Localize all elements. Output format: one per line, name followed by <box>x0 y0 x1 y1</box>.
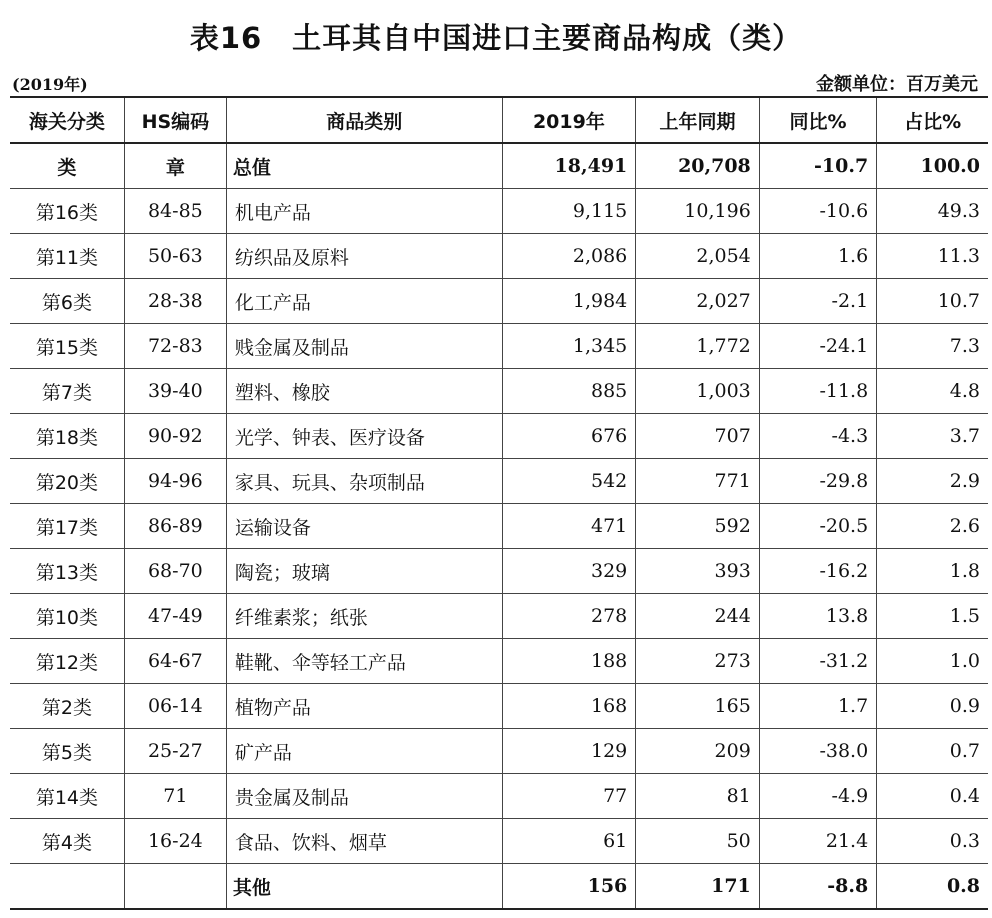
cell-2019: 168 <box>502 684 636 729</box>
table-row <box>10 504 988 549</box>
cell-yoy: -4.3 <box>759 414 876 459</box>
cell-yoy: 13.8 <box>759 594 876 639</box>
header-share: 占比% <box>877 97 988 143</box>
cell-yoy: 1.7 <box>759 684 876 729</box>
table-row <box>10 684 988 729</box>
cell-prev: 165 <box>636 684 760 729</box>
cell-2019: 2,086 <box>502 234 636 279</box>
cell-2019: 278 <box>502 594 636 639</box>
cell-share: 1.0 <box>877 639 988 684</box>
cell-class: 第18类 <box>10 414 124 459</box>
cell-category: 贱金属及制品 <box>226 324 502 369</box>
cell-category: 食品、饮料、烟草 <box>226 819 502 864</box>
cell-hs: 64-67 <box>124 639 226 684</box>
header-row <box>10 97 988 143</box>
cell-share: 10.7 <box>877 279 988 324</box>
header-2019: 2019年 <box>502 97 636 143</box>
cell-class: 第17类 <box>10 504 124 549</box>
cell-class <box>10 864 124 910</box>
cell-hs: 72-83 <box>124 324 226 369</box>
cell-share: 11.3 <box>877 234 988 279</box>
cell-class: 第20类 <box>10 459 124 504</box>
table-row <box>10 234 988 279</box>
cell-class: 第16类 <box>10 189 124 234</box>
cell-2019: 9,115 <box>502 189 636 234</box>
table-row <box>10 594 988 639</box>
cell-class: 第2类 <box>10 684 124 729</box>
cell-category: 贵金属及制品 <box>226 774 502 819</box>
cell-hs: 39-40 <box>124 369 226 414</box>
cell-hs: 71 <box>124 774 226 819</box>
cell-prev: 209 <box>636 729 760 774</box>
cell-class: 第12类 <box>10 639 124 684</box>
cell-share: 0.9 <box>877 684 988 729</box>
table-row <box>10 279 988 324</box>
cell-category: 化工产品 <box>226 279 502 324</box>
cell-class: 第7类 <box>10 369 124 414</box>
cell-prev: 244 <box>636 594 760 639</box>
cell-prev: 393 <box>636 549 760 594</box>
cell-category: 陶瓷；玻璃 <box>226 549 502 594</box>
header-category: 商品类别 <box>226 97 502 143</box>
cell-share: 0.4 <box>877 774 988 819</box>
cell-prev: 2,027 <box>636 279 760 324</box>
cell-yoy: 21.4 <box>759 819 876 864</box>
cell-prev: 20,708 <box>636 143 760 189</box>
cell-2019: 542 <box>502 459 636 504</box>
cell-yoy: -24.1 <box>759 324 876 369</box>
table-row <box>10 774 988 819</box>
cell-category: 纺织品及原料 <box>226 234 502 279</box>
cell-share: 4.8 <box>877 369 988 414</box>
table-row <box>10 639 988 684</box>
table-row <box>10 729 988 774</box>
cell-class: 第10类 <box>10 594 124 639</box>
cell-prev: 81 <box>636 774 760 819</box>
table-row <box>10 369 988 414</box>
cell-prev: 10,196 <box>636 189 760 234</box>
cell-category: 塑料、橡胶 <box>226 369 502 414</box>
cell-category: 鞋靴、伞等轻工产品 <box>226 639 502 684</box>
cell-yoy: -11.8 <box>759 369 876 414</box>
cell-hs: 28-38 <box>124 279 226 324</box>
table-row <box>10 819 988 864</box>
cell-category: 矿产品 <box>226 729 502 774</box>
cell-2019: 129 <box>502 729 636 774</box>
cell-share: 3.7 <box>877 414 988 459</box>
header-customs-class: 海关分类 <box>10 97 124 143</box>
cell-share: 0.7 <box>877 729 988 774</box>
cell-yoy: -29.8 <box>759 459 876 504</box>
cell-yoy: -10.7 <box>759 143 876 189</box>
cell-prev: 771 <box>636 459 760 504</box>
cell-2019: 471 <box>502 504 636 549</box>
cell-hs: 50-63 <box>124 234 226 279</box>
cell-2019: 77 <box>502 774 636 819</box>
cell-yoy: -2.1 <box>759 279 876 324</box>
cell-yoy: -38.0 <box>759 729 876 774</box>
cell-yoy: -20.5 <box>759 504 876 549</box>
table-row <box>10 549 988 594</box>
cell-share: 1.8 <box>877 549 988 594</box>
table-row <box>10 414 988 459</box>
cell-class: 第14类 <box>10 774 124 819</box>
table-body <box>10 143 988 909</box>
cell-category: 纤维素浆；纸张 <box>226 594 502 639</box>
cell-class: 第15类 <box>10 324 124 369</box>
cell-prev: 1,772 <box>636 324 760 369</box>
cell-2019: 18,491 <box>502 143 636 189</box>
cell-category: 光学、钟表、医疗设备 <box>226 414 502 459</box>
cell-class: 第5类 <box>10 729 124 774</box>
cell-prev: 273 <box>636 639 760 684</box>
table-title: 表16 土耳其自中国进口主要商品构成（类） <box>189 21 803 55</box>
cell-prev: 50 <box>636 819 760 864</box>
cell-2019: 1,984 <box>502 279 636 324</box>
cell-hs: 90-92 <box>124 414 226 459</box>
cell-yoy: -4.9 <box>759 774 876 819</box>
header-hs-code: HS编码 <box>124 97 226 143</box>
cell-category: 其他 <box>226 864 502 910</box>
unit-note: 金额单位：百万美元 <box>816 74 978 95</box>
cell-share: 7.3 <box>877 324 988 369</box>
cell-hs: 06-14 <box>124 684 226 729</box>
cell-class: 第4类 <box>10 819 124 864</box>
cell-2019: 188 <box>502 639 636 684</box>
cell-category: 植物产品 <box>226 684 502 729</box>
cell-class: 第13类 <box>10 549 124 594</box>
cell-2019: 676 <box>502 414 636 459</box>
cell-hs <box>124 864 226 910</box>
cell-2019: 156 <box>502 864 636 910</box>
cell-class: 第11类 <box>10 234 124 279</box>
header-prev-year: 上年同期 <box>636 97 760 143</box>
cell-category: 总值 <box>226 143 502 189</box>
cell-class: 类 <box>10 143 124 189</box>
import-composition-table <box>10 96 988 910</box>
table-row <box>10 324 988 369</box>
cell-yoy: -16.2 <box>759 549 876 594</box>
cell-hs: 47-49 <box>124 594 226 639</box>
cell-prev: 707 <box>636 414 760 459</box>
cell-prev: 171 <box>636 864 760 910</box>
cell-share: 0.8 <box>877 864 988 910</box>
cell-hs: 25-27 <box>124 729 226 774</box>
other-row <box>10 864 988 910</box>
cell-hs: 68-70 <box>124 549 226 594</box>
cell-share: 100.0 <box>877 143 988 189</box>
cell-class: 第6类 <box>10 279 124 324</box>
cell-2019: 885 <box>502 369 636 414</box>
cell-yoy: -31.2 <box>759 639 876 684</box>
year-note: (2019年) <box>12 75 88 94</box>
table-row <box>10 459 988 504</box>
cell-hs: 86-89 <box>124 504 226 549</box>
cell-yoy: -10.6 <box>759 189 876 234</box>
table-row <box>10 189 988 234</box>
cell-prev: 1,003 <box>636 369 760 414</box>
cell-category: 机电产品 <box>226 189 502 234</box>
cell-2019: 1,345 <box>502 324 636 369</box>
cell-share: 0.3 <box>877 819 988 864</box>
cell-share: 2.9 <box>877 459 988 504</box>
header-yoy: 同比% <box>759 97 876 143</box>
cell-hs: 84-85 <box>124 189 226 234</box>
cell-category: 家具、玩具、杂项制品 <box>226 459 502 504</box>
cell-hs: 94-96 <box>124 459 226 504</box>
total-row <box>10 143 988 189</box>
cell-category: 运输设备 <box>226 504 502 549</box>
cell-prev: 2,054 <box>636 234 760 279</box>
cell-yoy: 1.6 <box>759 234 876 279</box>
cell-2019: 61 <box>502 819 636 864</box>
cell-share: 49.3 <box>877 189 988 234</box>
cell-yoy: -8.8 <box>759 864 876 910</box>
cell-2019: 329 <box>502 549 636 594</box>
cell-share: 2.6 <box>877 504 988 549</box>
cell-hs: 16-24 <box>124 819 226 864</box>
cell-hs: 章 <box>124 143 226 189</box>
cell-share: 1.5 <box>877 594 988 639</box>
cell-prev: 592 <box>636 504 760 549</box>
